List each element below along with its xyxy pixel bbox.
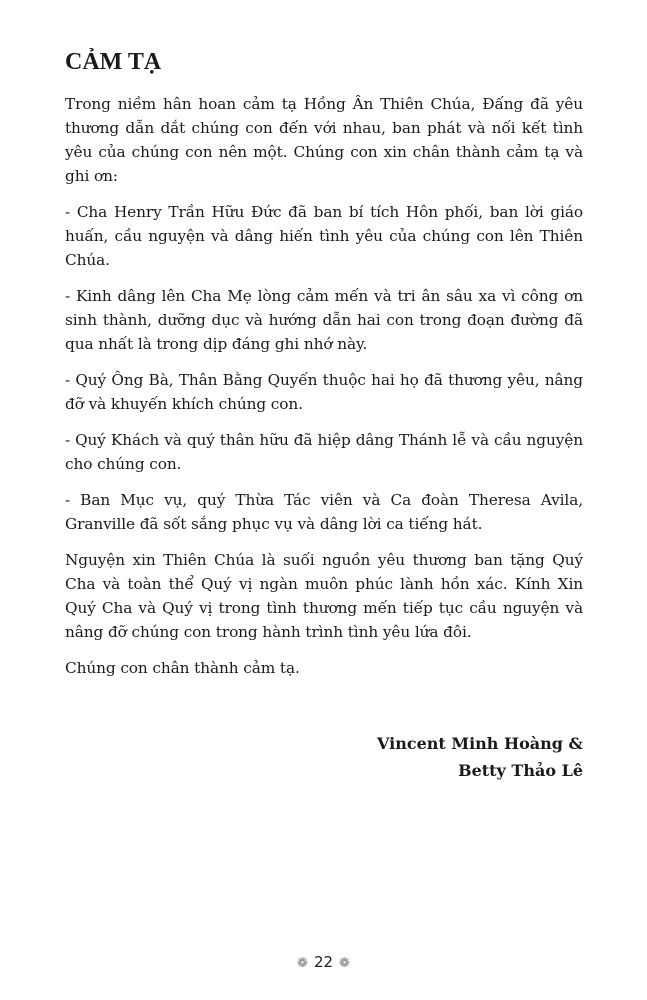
- paragraph-blessing: Nguyện xin Thiên Chúa là suối nguồn yêu thương ban tặng Quý Cha và toàn thể Quý vị ngàn muôn phúc lành hồn xác. Kính Xin Quý Cha và Quý vị trong tình thương mến tiếp tục cầu nguyện và nâng đỡ chúng con trong hành trình tình yêu lứa đôi.: [65, 551, 583, 641]
- page-footer: [0, 953, 647, 971]
- paragraph-parents: - Kinh dâng lên Cha Mẹ lòng cảm mến và tri ân sâu xa vì công ơn sinh thành, dưỡng dục và hướng dẫn hai con trong đoạn đường đã qua nhất là trong dịp đáng ghi nhớ này.: [65, 287, 583, 353]
- paragraph-guests: - Quý Khách và quý thân hữu đã hiệp dâng Thánh lễ và cầu nguyện cho chúng con.: [65, 431, 583, 473]
- paragraph-closing: Chúng con chân thành cảm tạ.: [65, 659, 300, 677]
- paragraph-family: - Quý Ông Bà, Thân Bằng Quyến thuộc hai họ đã thương yêu, nâng đỡ và khuyến khích chúng con.: [65, 371, 583, 413]
- paragraph-intro: Trong niềm hân hoan cảm tạ Hồng Ân Thiên Chúa, Đấng đã yêu thương dẫn dắt chúng con đến với nhau, ban phát và nối kết tình yêu của chúng con nên một. Chúng con xin chân thành cảm tạ và ghi ơn:: [65, 95, 583, 185]
- page-title: CẢM TẠ: [65, 49, 162, 75]
- signature: [377, 730, 583, 784]
- document-page: [65, 48, 583, 692]
- paragraph-ministry: - Ban Mục vụ, quý Thừa Tác viên và Ca đoàn Theresa Avila, Granville đã sốt sắng phục vụ và dâng lời ca tiếng hát.: [65, 491, 583, 533]
- signature-line-2: Betty Thảo Lê: [458, 761, 583, 780]
- page-number: 22: [313, 953, 334, 971]
- paragraph-priest: - Cha Henry Trần Hữu Đức đã ban bí tích Hôn phối, ban lời giáo huấn, cầu nguyện và dâng hiến tình yêu của chúng con lên Thiên Chúa.: [65, 203, 583, 269]
- flower-ornament-icon: ❁: [297, 956, 308, 971]
- flower-ornament-icon: ❁: [339, 956, 350, 971]
- signature-line-1: Vincent Minh Hoàng &: [377, 734, 583, 753]
